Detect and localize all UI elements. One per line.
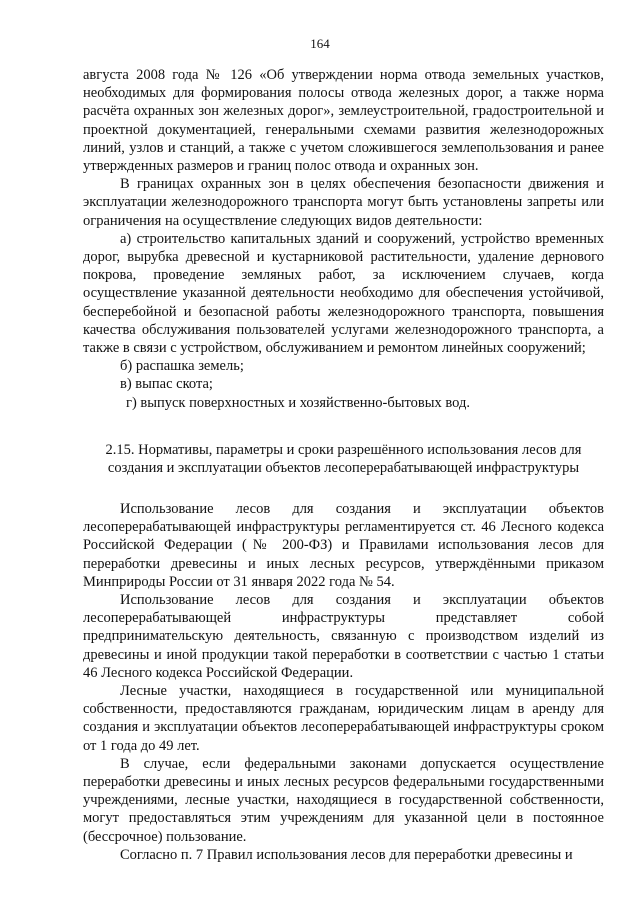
- body-text-bottom: [83, 500, 604, 864]
- list-item: в) выпас скота;: [120, 376, 213, 393]
- paragraph: Использование лесов для создания и эксплуатации объектов лесоперерабатывающей инфраструктуры регламентируется ст. 46 Лесного кодекса Российской Федерации (№ 200-ФЗ) и Правилами использования лесов для переработки древесины и иных лесных ресурсов, утверждёнными приказом Минприроды России от 31 января 2022 года № 54.: [83, 501, 604, 590]
- list-item: б) распашка земель;: [120, 358, 244, 375]
- section-heading: 2.15. Нормативы, параметры и сроки разрешённого использования лесов для создания и эксплуатации объектов лесоперерабатывающей инфраструктуры: [105, 442, 582, 477]
- paragraph: Использование лесов для создания и эксплуатации объектов лесоперерабатывающей инфраструктуры представляет собой предпринимательскую деятельность, связанную с производством изделий из древесины и иной продукции такой переработки в соответствии с частью 1 статьи 46 Лесного кодекса Российской Федерации.: [83, 592, 604, 681]
- list-item: г) выпуск поверхностных и хозяйственно-бытовых вод.: [126, 394, 470, 411]
- list-item: а) строительство капитальных зданий и сооружений, устройство временных дорог, вырубка древесной и кустарниковой растительности, удаление дернового покрова, проведение земляных работ, за исключением случаев, когда осуществление указанной деятельности необходимо для обеспечения устойчивой, бесперебойной и безопасной работы железнодорожного транспорта, повышения качества обслуживания пользователей услугами железнодорожного транспорта, а также в связи с устройством, обслуживанием и ремонтом линейных сооружений;: [83, 230, 604, 357]
- paragraph: В границах охранных зон в целях обеспечения безопасности движения и эксплуатации железнодорожного транспорта могут быть установлены запреты или ограничения на осуществление следующих видов деятельности:: [83, 176, 604, 229]
- paragraph: Лесные участки, находящиеся в государственной или муниципальной собственности, предоставляются гражданам, юридическим лицам в аренду для создания и эксплуатации объектов лесоперерабатывающей инфраструктуры сроком от 1 года до 49 лет.: [83, 683, 604, 754]
- body-text-top: [83, 66, 604, 412]
- paragraph: В случае, если федеральными законами допускается осуществление переработки древесины и иных лесных ресурсов федеральными государственными учреждениями, лесные участки, находящиеся в государственной собственности, могут предоставляться этим учреждениям для указанной цели в постоянное (бессрочное) пользование.: [83, 755, 604, 845]
- paragraph: августа 2008 года № 126 «Об утверждении норма отвода земельных участков, необходимых для формирования полосы отвода железных дорог, а также норма расчёта охранных зон железных дорог», землеустроительной, градостроительной и проектной документацией, генеральными схемами развития железнодорожных линий, узлов и станций, а также с учетом сложившегося землепользования и ранее утвержденных размеров и границ полос отвода и охранных зон.: [83, 67, 604, 175]
- page-number: 164: [310, 36, 330, 51]
- paragraph: Согласно п. 7 Правил использования лесов для переработки древесины и: [120, 846, 573, 863]
